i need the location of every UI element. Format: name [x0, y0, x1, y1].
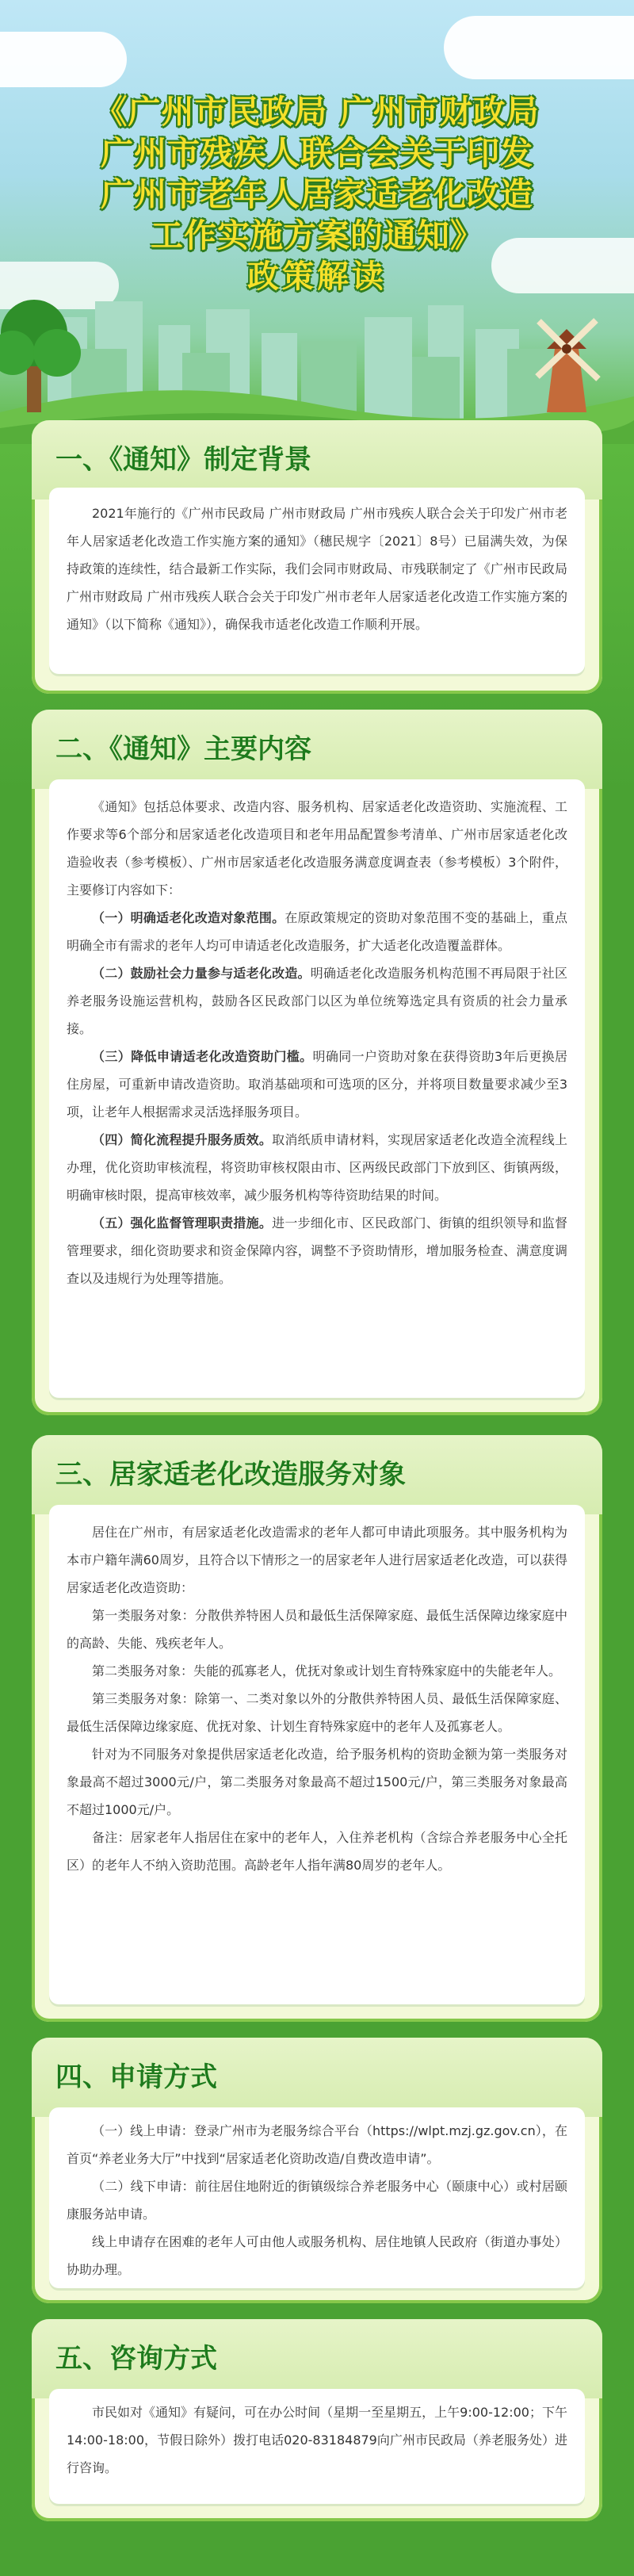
section-header [32, 2319, 602, 2398]
title-line: 《广州市民政局 广州市财政局 [94, 93, 540, 131]
section-header [32, 2038, 602, 2117]
hero-banner [0, 0, 634, 444]
section-title: 四、申请方式 [55, 2061, 217, 2093]
paragraph: 针对为不同服务对象提供居家适老化改造，给予服务机构的资助金额为第一类服务对象最高不超过3000元/户，第二类服务对象最高不超过1500元/户，第三类服务对象最高不超过1000元/户。 [67, 1747, 567, 1817]
paragraph: （二）鼓励社会力量参与适老化改造。明确适老化改造服务机构范围不再局限于社区养老服务设施运营机构，鼓励各区民政部门以区为单位统筹选定具有资质的社会力量承接。 [67, 966, 567, 1036]
section-application [32, 2038, 602, 2303]
paragraph: （五）强化监督管理职责措施。进一步细化市、区民政部门、街镇的组织领导和监督管理要求，细化资助要求和资金保障内容，调整不予资助情形，增加服务检查、满意度调查以及违规行为处理等措施。 [67, 1215, 567, 1286]
title-line: 广州市残疾人联合会关于印发 [101, 134, 533, 172]
paragraph: 2021年施行的《广州市民政局 广州市财政局 广州市残疾人联合会关于印发广州市老年人居家适老化改造工作实施方案的通知》（穗民规字〔2021〕8号）已届满失效，为保持政策的连续性，结合最新工作实际，我们会同市财政局、市残联制定了《广州市民政局 广州市财政局 广州市残疾人联合会关于印发广州市老年人居家适老化改造工作实施方案的通知》（以下简称《通知》），确保我市适老化改造工作顺利开展。 [67, 506, 567, 632]
paragraph: （一）线上申请：登录广州市为老服务综合平台（https://wlpt.mzj.gz.gov.cn），在首页“养老业务大厅”中找到“居家适老化资助改造/自费改造申请”。 [67, 2123, 567, 2166]
section-title: 一、《通知》制定背景 [55, 444, 311, 476]
section-content [67, 2117, 567, 2283]
paragraph: 市民如对《通知》有疑问，可在办公时间（星期一至星期五，上午9:00-12:00；下午14:00-18:00，节假日除外）拨打电话020-83184879向广州市民政局（养老服务处）进行咨询。 [67, 2405, 567, 2475]
section-content [67, 793, 567, 1292]
section-title: 五、咨询方式 [55, 2343, 217, 2375]
section-content [67, 500, 567, 638]
paragraph: 第二类服务对象：失能的孤寡老人，优抚对象或计划生育特殊家庭中的失能老年人。 [92, 1663, 562, 1678]
paragraph: 第三类服务对象：除第一、二类对象以外的分散供养特困人员、最低生活保障家庭、最低生活保障边缘家庭、优抚对象、计划生育特殊家庭中的老年人及孤寡老人。 [67, 1691, 567, 1734]
poster-title [32, 91, 602, 297]
section-main-content [32, 710, 602, 1415]
section-consultation [32, 2319, 602, 2521]
paragraph: （三）降低申请适老化改造资助门槛。明确同一户资助对象在获得资助3年后更换居住房屋，可重新申请改造资助。取消基础项和可选项的区分，并将项目数量要求减少至3项，让老年人根据需求灵活选择服务项目。 [67, 1049, 567, 1120]
section-content [67, 2398, 567, 2482]
paragraph: （四）简化流程提升服务质效。取消纸质申请材料，实现居家适老化改造全流程线上办理，优化资助审核流程，将资助审核权限由市、区两级民政部门下放到区、街镇两级，明确审核时限，提高审核效率，减少服务机构等待资助结果的时间。 [67, 1132, 567, 1203]
poster-subtitle: 政策解读 [247, 258, 387, 295]
paragraph: 居住在广州市，有居家适老化改造需求的老年人都可申请此项服务。其中服务机构为本市户籍年满60周岁，且符合以下情形之一的居家老年人进行居家适老化改造，可以获得居家适老化改造资助： [67, 1525, 567, 1595]
section-header [32, 1435, 602, 1514]
section-title: 二、《通知》主要内容 [55, 733, 311, 765]
paragraph: 线上申请存在困难的老年人可由他人或服务机构、居住地镇人民政府（街道办事处）协助办理。 [67, 2234, 567, 2277]
title-line: 广州市老年人居家适老化改造 [101, 175, 533, 213]
title-line: 工作实施方案的通知》 [151, 216, 483, 255]
paragraph: 第一类服务对象：分散供养特困人员和最低生活保障家庭、最低生活保障边缘家庭中的高龄、失能、残疾老年人。 [67, 1608, 567, 1651]
section-title: 三、居家适老化改造服务对象 [55, 1459, 406, 1491]
paragraph: （二）线下申请：前往居住地附近的街镇级综合养老服务中心（颐康中心）或村居颐康服务站申请。 [67, 2179, 567, 2222]
section-service-targets [32, 1435, 602, 2022]
paragraph: 备注：居家老年人指居住在家中的老年人，入住养老机构（含综合养老服务中心全托区）的老年人不纳入资助范围。高龄老年人指年满80周岁的老年人。 [67, 1830, 567, 1873]
paragraph: （一）明确适老化改造对象范围。在原政策规定的资助对象范围不变的基础上，重点明确全市有需求的老年人均可申请适老化改造服务，扩大适老化改造覆盖群体。 [67, 910, 567, 953]
section-content [67, 1518, 567, 1879]
section-background [32, 420, 602, 694]
section-header [32, 710, 602, 789]
paragraph: 《通知》包括总体要求、改造内容、服务机构、居家适老化改造资助、实施流程、工作要求等6个部分和居家适老化改造项目和老年用品配置参考清单、广州市居家适老化改造验收表（参考模板）、广州市居家适老化改造服务满意度调查表（参考模板）3个附件，主要修订内容如下： [67, 799, 567, 898]
